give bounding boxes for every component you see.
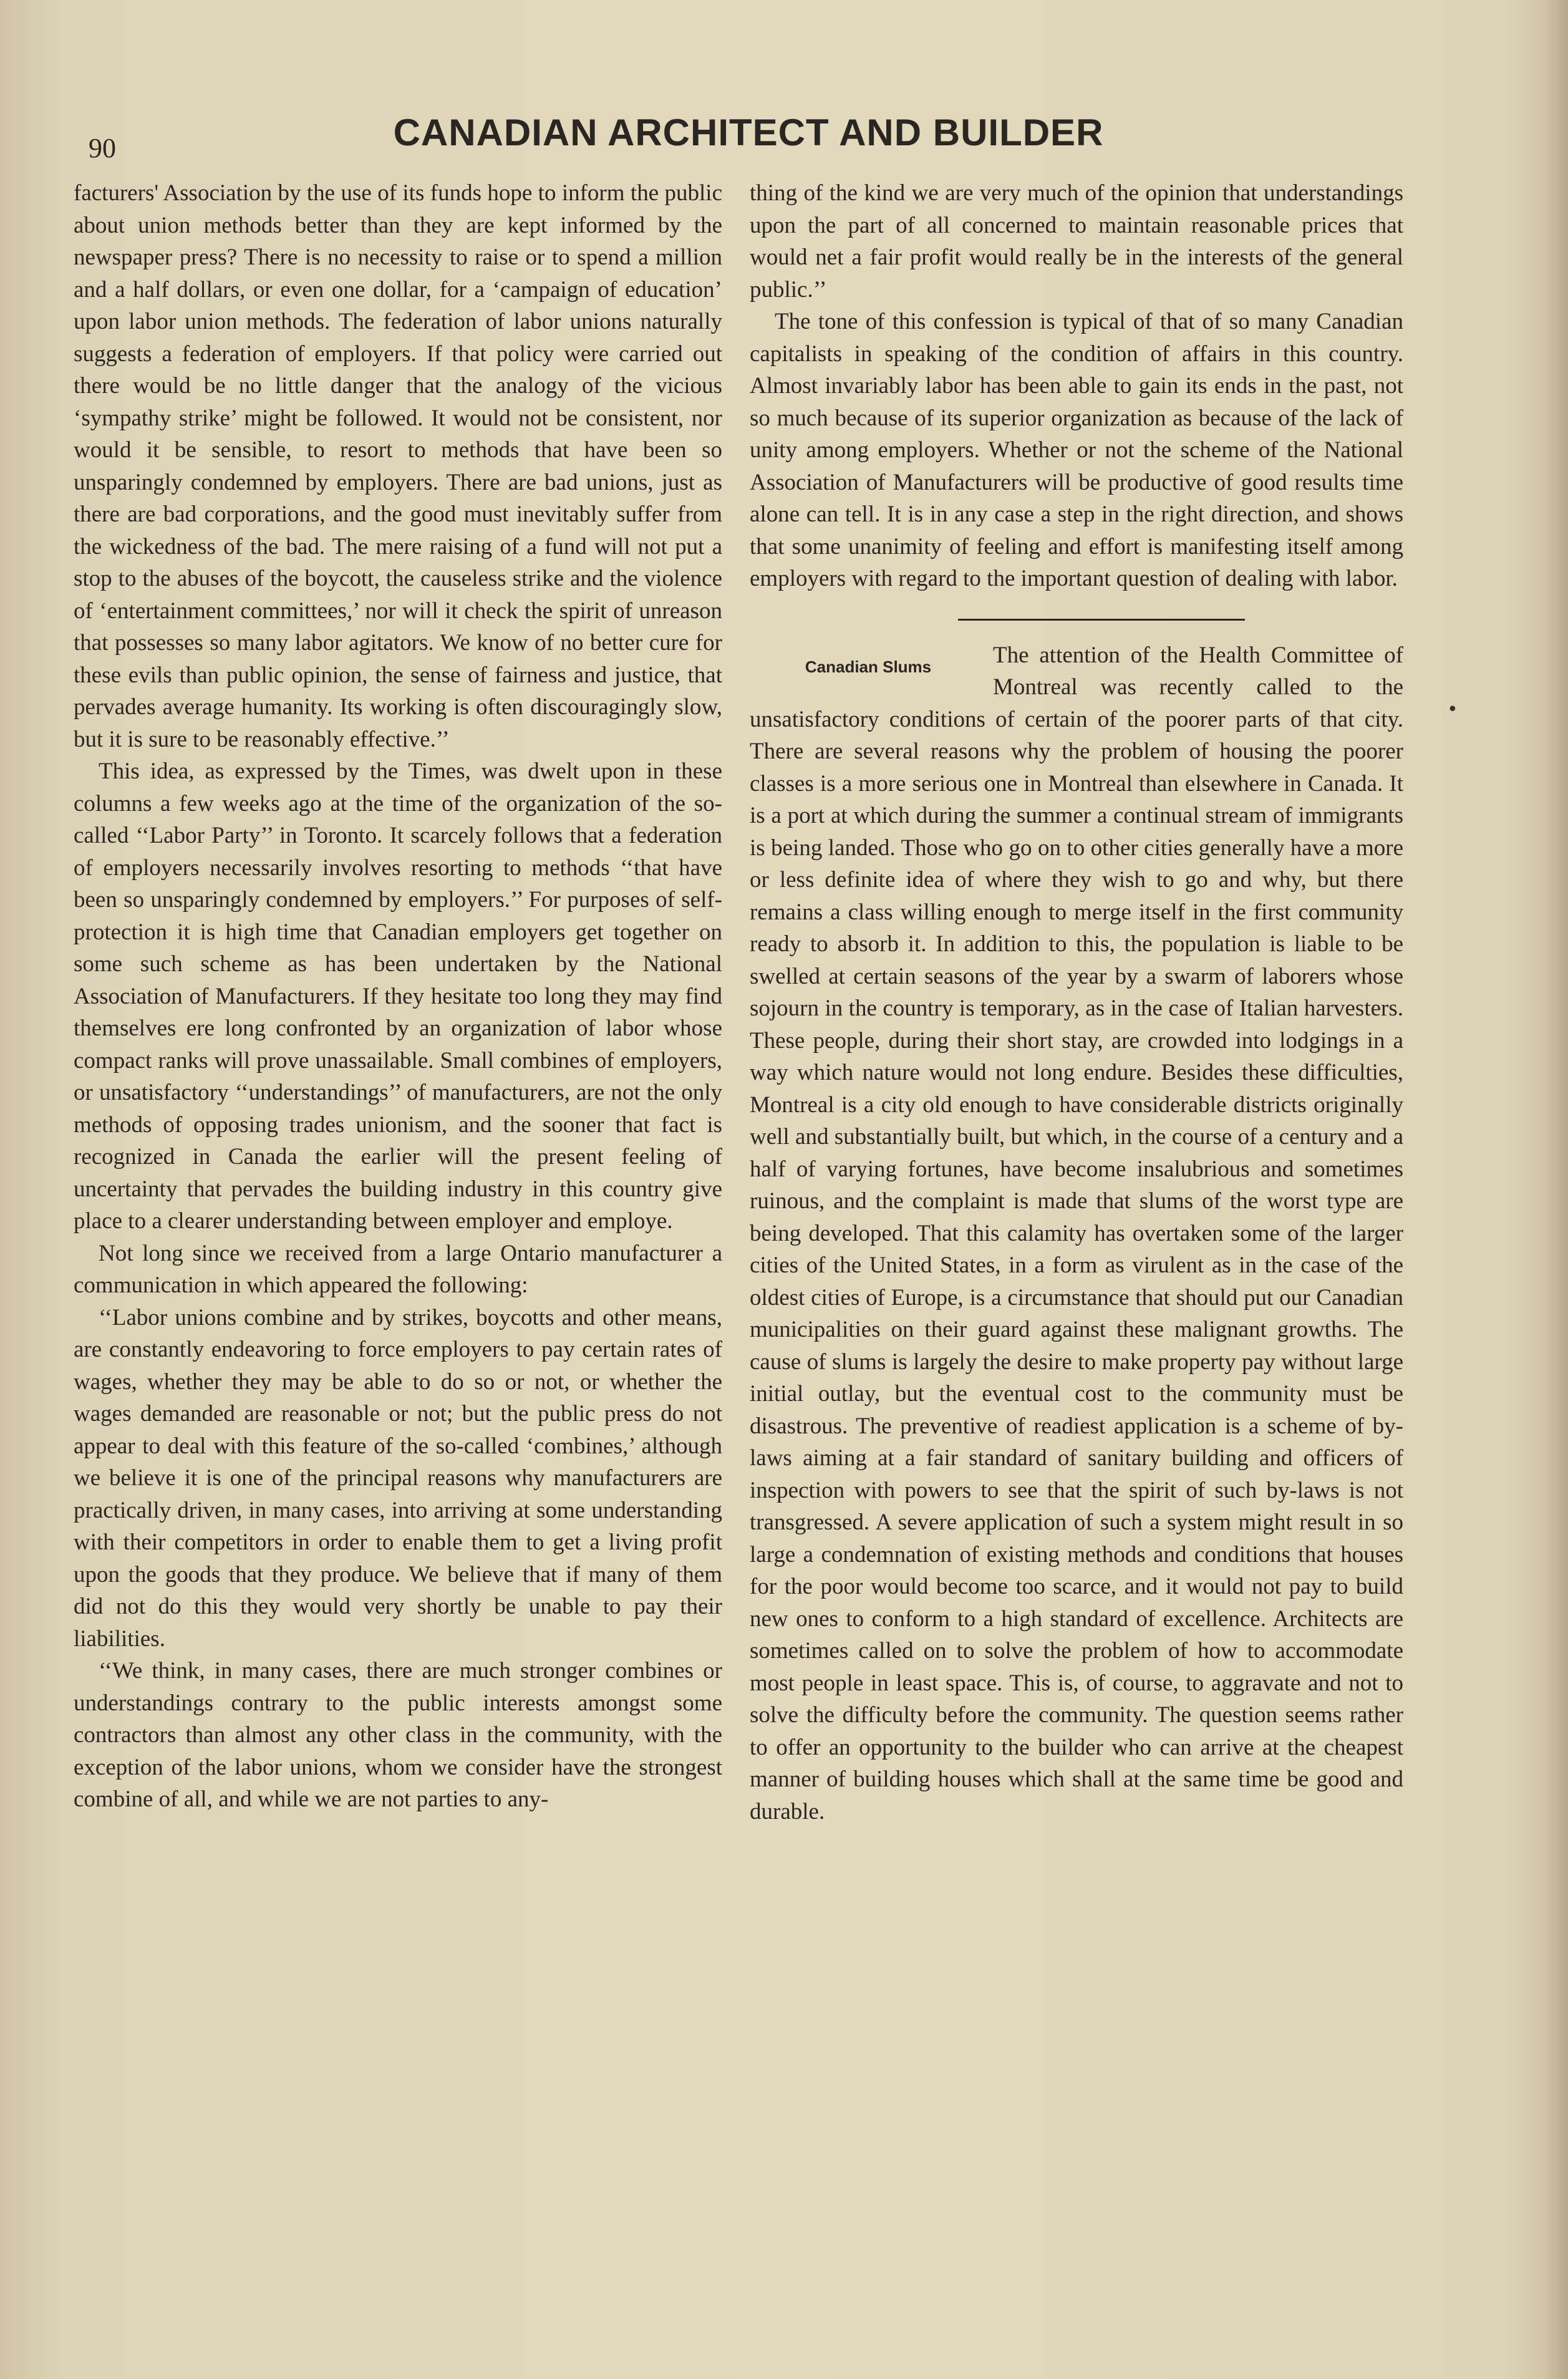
page-edge-shadow xyxy=(1543,0,1568,2379)
margin-mark: • xyxy=(1447,699,1458,720)
page-number: 90 xyxy=(89,133,116,163)
right-column xyxy=(750,177,1403,1828)
section-canadian-slums xyxy=(750,639,1403,1828)
paragraph: Not long since we received from a large Ontario manufacturer a communication in which appeared the following: xyxy=(74,1240,722,1298)
paragraph: The tone of this confession is typical of that of so many Canadian capitalists in speaking of the condition of affairs in this country. Almost invariably labor has been able to gain its ends in the past, not so much because of its superior organization as because of the lack of unity among employers. Whether or not the scheme of the National Association of Manufacturers will be productive of good results time alone can tell. It is in any case a step in the right direction, and shows that some unanimity of feeling and effort is manifesting itself among employers with regard to the important question of dealing with labor. xyxy=(750,309,1403,591)
section-paragraph: The attention of the Health Committee of Montreal was recently called to the unsatisfactory conditions of certain of the poorer parts of that city. There are several reasons why the problem of housing the poorer classes is a more serious one in Montreal than elsewhere in Canada. It is a port at which during the summer a continual stream of immigrants is being landed. Those who go on to other cities generally have a more or less definite idea of where they wish to go and why, but there remains a class willing enough to merge itself in the first community ready to absorb it. In addition to this, the population is liable to be swelled at certain seasons of the year by a swarm of laborers whose sojourn in the country is temporary, as in the case of Italian harvesters. These people, during their short stay, are crowded into lodgings in a way which nature would not long endure. Besides these difficulties, Montreal is a city old enough to have considerable districts originally well and substantially built, but which, in the course of a century and a half of varying fortunes, have become insalubrious and sometimes ruinous, and the complaint is made that slums of the worst type are being developed. That this calamity has overtaken some of the larger cities of the United States, in a form as virulent as in the case of the oldest cities of Europe, is a circumstance that should put our Canadian municipalities on their guard against these malignant growths. The cause of slums is largely the desire to make property pay without large initial outlay, but the eventual cost to the community must be disastrous. The preventive of readiest application is a scheme of by-laws aiming at a fair standard of sanitary building and officers of inspection with powers to see that the spirit of such by-laws is not transgressed. A severe application of such a system might result in so large a condemnation of existing methods and conditions that houses for the poor would become too scarce, and it would not pay to build new ones to conform to a high standard of excellence. Architects are sometimes called on to solve the problem of how to accommodate most people in least space. This is, of course, to aggravate and not to solve the difficulty before the community. The question seems rather to offer an opportunity to the builder who can arrive at the cheapest manner of building houses which shall at the same time be good and durable. xyxy=(750,642,1403,1824)
quoted-paragraph: ‘‘We think, in many cases, there are much stronger combines or understandings contrary to the public interests amongst some contractors than almost any other class in the community, with the exception of the labor unions, whom we consider have the strongest combine of all, and while we are not parties to any- xyxy=(74,1658,722,1812)
paragraph: This idea, as expressed by the Times, was dwelt upon in these columns a few weeks ago at the time of the organization of the so-called ‘‘Labor Party’’ in Toronto. It scarcely follows that a federation of employers necessarily involves resorting to methods ‘‘that have been so unsparingly condemned by employers.’’ For purposes of self-protection it is high time that Canadian employers get together on some such scheme as has been undertaken by the National Association of Manufacturers. If they hesitate too long they may find themselves ere long confronted by an organization of labor whose compact ranks will prove unassailable. Small combines of employers, or unsatisfactory ‘‘understandings’’ of manufacturers, are not the only methods of opposing trades unionism, and the sooner that fact is recognized in Canada the earlier will the present feeling of uncertainty that pervades the building industry in this country give place to a clearer understanding between employer and employe. xyxy=(74,758,722,1234)
section-divider xyxy=(958,619,1245,621)
running-title: CANADIAN ARCHITECT AND BUILDER xyxy=(393,112,1104,153)
left-column xyxy=(74,177,722,1816)
paragraph: facturers' Association by the use of its funds hope to inform the public about union methods better than they are kept informed by the newspaper press? There is no necessity to raise or to spend a million and a half dollars, or even one dollar, for a ‘campaign of education’ upon labor union methods. The federation of labor unions naturally suggests a federation of employers. If that policy were carried out there would be no little danger that the analogy of the vicious ‘sympathy strike’ might be followed. It would not be consistent, nor would it be sensible, to resort to methods that have been so unsparingly condemned by employers. There are bad unions, just as there are bad corporations, and the good must inevitably suffer from the wickedness of the bad. The mere raising of a fund will not put a stop to the abuses of the boycott, the causeless strike and the violence of ‘entertainment committees,’ nor will it check the spirit of unreason that possesses so many labor agitators. We know of no better cure for these evils than public opinion, the sense of fairness and justice, that pervades average humanity. Its working is often discouragingly slow, but it is sure to be reasonably effective.’’ xyxy=(74,180,722,752)
section-sidehead: Canadian Slums xyxy=(805,657,932,676)
quoted-paragraph: ‘‘Labor unions combine and by strikes, boycotts and other means, are constantly endeavoring to force employers to pay certain rates of wages, whether they may be able to do so or not, or whether the wages demanded are reasonable or not; but the public press do not appear to deal with this feature of the so-called ‘combines,’ although we believe it is one of the principal reasons why manufacturers are practically driven, in many cases, into arriving at some understanding with their competitors in order to enable them to get a living profit upon the goods that they produce. We believe that if many of them did not do this they would very shortly be unable to pay their liabilities. xyxy=(74,1304,722,1652)
paragraph: thing of the kind we are very much of the opinion that understandings upon the part of all concerned to maintain reasonable prices that would net a fair profit would really be in the interests of the general public.’’ xyxy=(750,180,1403,303)
